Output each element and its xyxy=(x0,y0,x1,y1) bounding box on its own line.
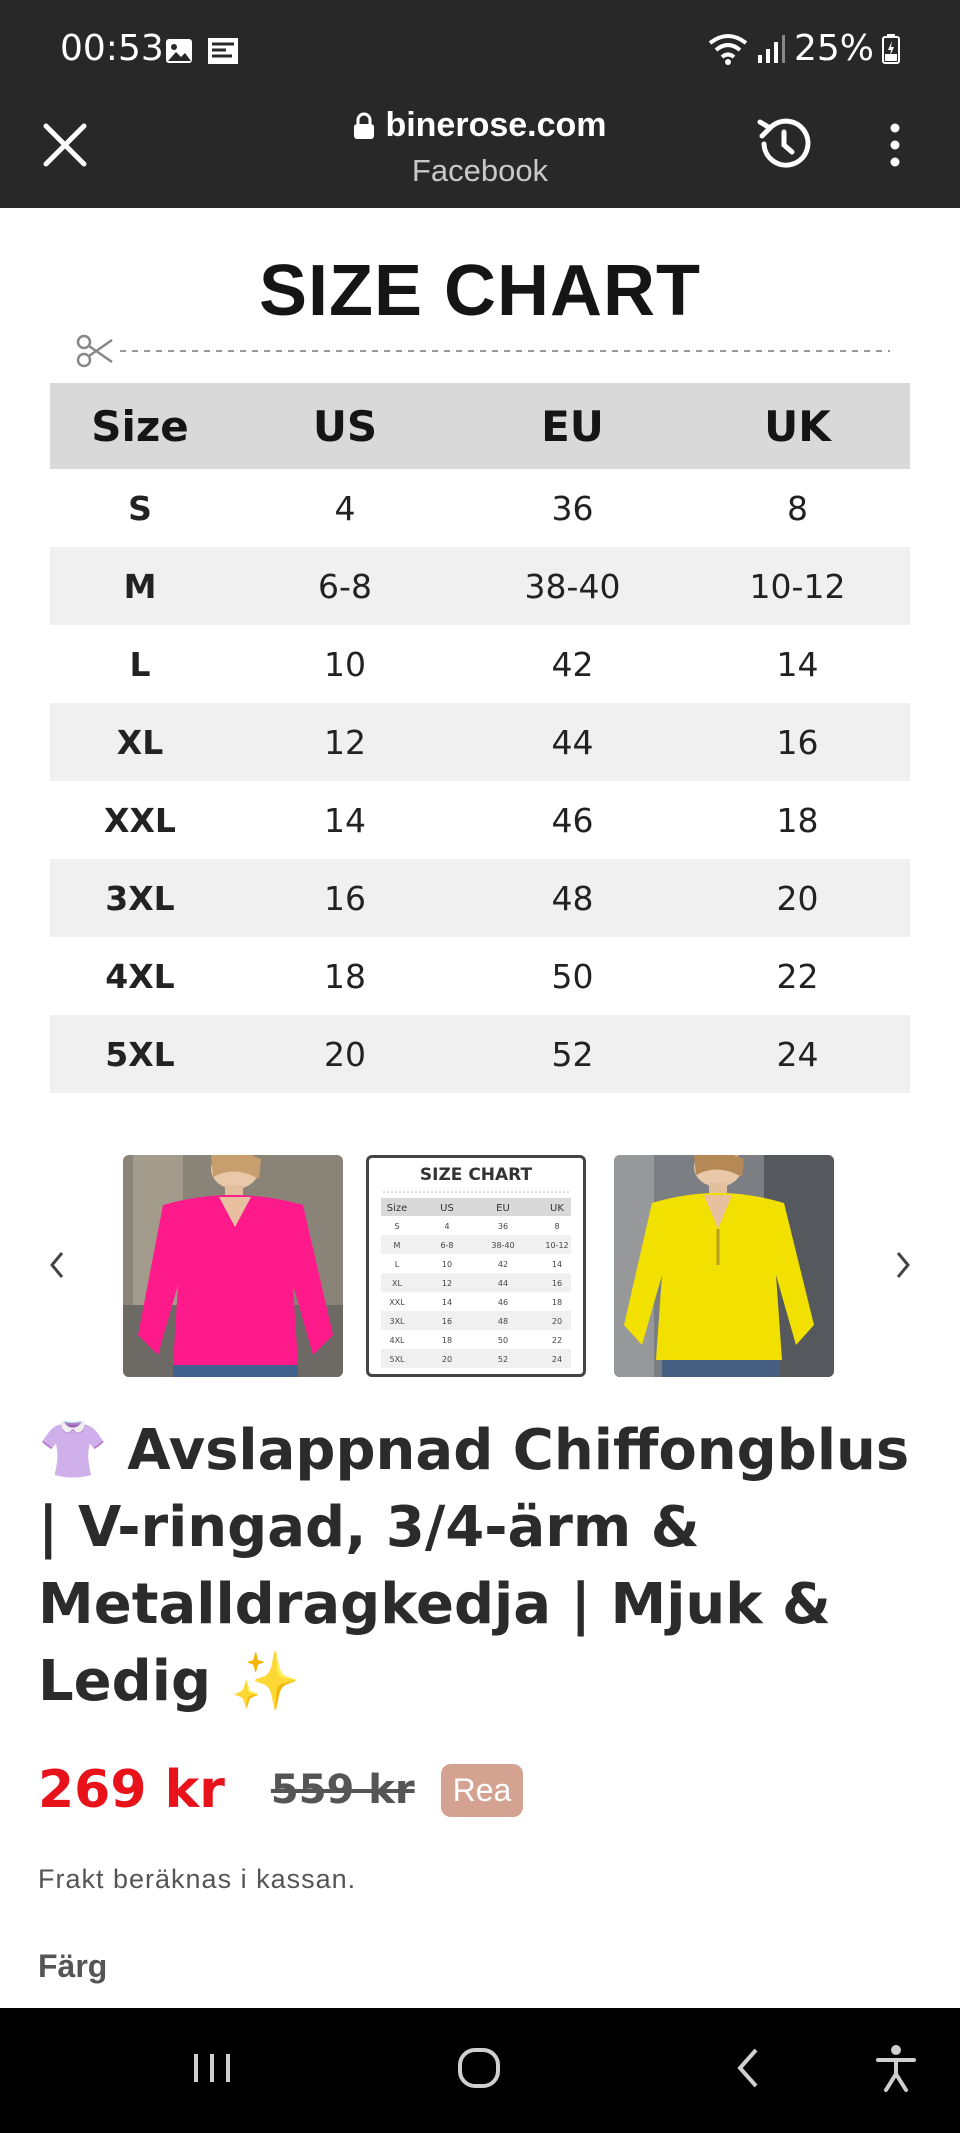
url-block[interactable] xyxy=(0,106,960,189)
cell-us: 14 xyxy=(324,800,366,840)
cell-eu: 50 xyxy=(551,956,594,996)
cell-size: 5XL xyxy=(50,1015,230,1093)
thumb-cell: 46 xyxy=(497,1298,509,1307)
recent-apps-icon[interactable] xyxy=(182,2038,242,2098)
cell-size: 4XL xyxy=(105,956,175,996)
thumb-cell: 38-40 xyxy=(491,1241,515,1250)
cell-uk: 8 xyxy=(787,488,808,528)
cell-size: XXL xyxy=(104,800,176,840)
thumb-cell: 36 xyxy=(497,1222,509,1231)
cell-uk: 20 xyxy=(685,859,910,937)
thumb-cell: 48 xyxy=(497,1317,509,1326)
header-eu: EU xyxy=(460,383,685,469)
thumb-cell: XXL xyxy=(389,1298,405,1307)
thumb-cell: 22 xyxy=(551,1336,563,1345)
cell-us: 18 xyxy=(324,956,366,996)
chevron-left-icon[interactable] xyxy=(36,1235,76,1295)
thumb-cell: XL xyxy=(392,1279,402,1288)
cell-size: 3XL xyxy=(50,859,230,937)
price-row xyxy=(38,1760,523,1820)
table-row xyxy=(50,937,910,1015)
thumb-header-us: US xyxy=(440,1203,454,1214)
status-time: 00:53 xyxy=(60,28,164,69)
cell-eu: 46 xyxy=(551,800,594,840)
size-table-header xyxy=(50,383,910,469)
thumb-cell: 14 xyxy=(441,1298,453,1307)
history-icon[interactable] xyxy=(752,112,816,176)
cell-uk: 24 xyxy=(685,1015,910,1093)
url-source: Facebook xyxy=(411,153,549,188)
thumb-cell: L xyxy=(394,1260,400,1269)
thumb-cell: 10-12 xyxy=(545,1241,569,1250)
thumb-header-size: Size xyxy=(386,1203,408,1214)
back-icon[interactable] xyxy=(720,2038,780,2098)
system-navigation-bar xyxy=(0,2008,960,2133)
cell-uk: 14 xyxy=(776,644,819,684)
thumbnail-pink-blouse[interactable] xyxy=(123,1155,343,1377)
cell-us: 6-8 xyxy=(230,547,460,625)
thumb-cell: 16 xyxy=(441,1317,453,1326)
cell-uk: 16 xyxy=(685,703,910,781)
table-row xyxy=(50,703,910,781)
cell-us: 10 xyxy=(324,644,366,684)
cell-eu: 44 xyxy=(460,703,685,781)
thumb-cell: S xyxy=(394,1222,400,1231)
more-options-icon[interactable] xyxy=(880,120,910,170)
table-row xyxy=(50,859,910,937)
cell-uk: 18 xyxy=(776,800,819,840)
size-chart-title: SIZE CHART xyxy=(259,251,701,331)
status-bar xyxy=(0,0,960,100)
sale-price: 269 kr xyxy=(38,1760,225,1820)
thumb-cell: 44 xyxy=(497,1279,509,1288)
cell-eu: 42 xyxy=(551,644,594,684)
cell-eu: 36 xyxy=(551,488,594,528)
cell-size: L xyxy=(129,644,151,684)
thumb-cell: 6-8 xyxy=(440,1241,454,1250)
wifi-icon xyxy=(708,33,748,65)
header-uk: UK xyxy=(685,383,910,469)
battery-percent: 25% xyxy=(793,28,874,69)
thumb-cell: 18 xyxy=(551,1298,563,1307)
home-icon[interactable] xyxy=(450,2038,510,2098)
cell-eu: 38-40 xyxy=(460,547,685,625)
sale-badge: Rea xyxy=(441,1764,524,1817)
cell-eu: 48 xyxy=(460,859,685,937)
thumb-cell: 18 xyxy=(441,1336,453,1345)
thumb-cell: 5XL xyxy=(389,1355,405,1364)
cell-size: M xyxy=(50,547,230,625)
cell-us: 4 xyxy=(334,488,356,528)
thumb-cell: 52 xyxy=(497,1355,509,1364)
cell-us: 12 xyxy=(230,703,460,781)
thumbnail-yellow-blouse[interactable] xyxy=(614,1155,834,1377)
cell-uk: 10-12 xyxy=(685,547,910,625)
shipping-note: Frakt beräknas i kassan. xyxy=(38,1864,357,1894)
table-row xyxy=(50,1015,910,1093)
original-price: 559 kr xyxy=(270,1767,415,1813)
header-us: US xyxy=(230,383,460,469)
status-notification-icons xyxy=(164,36,240,66)
gallery-icon xyxy=(164,36,194,66)
thumb-cell: 42 xyxy=(497,1260,509,1269)
scissors-cut-line xyxy=(76,332,890,372)
browser-toolbar xyxy=(0,100,960,208)
cell-uk: 22 xyxy=(776,956,819,996)
cell-size: XL xyxy=(50,703,230,781)
thumb-cell: 4 xyxy=(444,1222,450,1231)
table-row xyxy=(50,625,910,703)
cell-eu: 52 xyxy=(460,1015,685,1093)
thumb-cell: 16 xyxy=(551,1279,563,1288)
accessibility-icon[interactable] xyxy=(866,2038,926,2098)
product-title: 👚 Avslappnad Chiffongblus | V-ringad, 3/4-ärm & Metalldragkedja | Mjuk & Ledig ✨ xyxy=(38,1418,910,1714)
thumb-cell: 24 xyxy=(551,1355,563,1364)
thumb-cell: 50 xyxy=(497,1336,509,1345)
url-text: binerose.com xyxy=(385,106,607,144)
thumb-cell: 10 xyxy=(441,1260,453,1269)
header-size: Size xyxy=(50,383,230,469)
app-notification-icon xyxy=(206,36,240,66)
thumb-header-uk: UK xyxy=(550,1203,564,1214)
thumbnail-carousel xyxy=(0,1155,960,1380)
thumb-cell: M xyxy=(393,1241,401,1250)
status-system-icons xyxy=(708,28,900,69)
product-main-image xyxy=(0,208,960,1108)
thumb-cell: 12 xyxy=(441,1279,453,1288)
table-row xyxy=(50,469,910,547)
thumb-header-eu: EU xyxy=(496,1203,510,1214)
thumb-cell: 3XL xyxy=(389,1317,405,1326)
thumb-cell: 20 xyxy=(551,1317,563,1326)
battery-icon xyxy=(882,34,900,64)
cell-us: 16 xyxy=(230,859,460,937)
thumb-size-chart-title: SIZE CHART xyxy=(419,1165,533,1185)
thumb-cell: 14 xyxy=(551,1260,563,1269)
signal-icon xyxy=(756,33,786,65)
thumb-cell: 8 xyxy=(554,1222,560,1231)
size-table xyxy=(50,383,910,1093)
table-row xyxy=(50,547,910,625)
cell-size: S xyxy=(128,488,152,528)
thumb-cell: 20 xyxy=(441,1355,453,1364)
thumb-cell: 4XL xyxy=(389,1336,405,1345)
table-row xyxy=(50,781,910,859)
cell-us: 20 xyxy=(230,1015,460,1093)
chevron-right-icon[interactable] xyxy=(884,1235,924,1295)
thumbnail-size-chart[interactable] xyxy=(366,1155,586,1377)
color-label: Färg xyxy=(38,1948,108,1984)
lock-icon xyxy=(353,112,375,140)
